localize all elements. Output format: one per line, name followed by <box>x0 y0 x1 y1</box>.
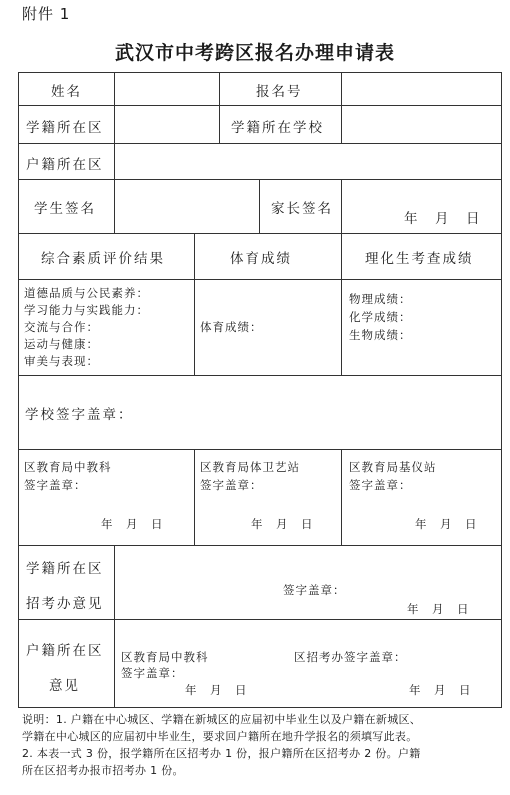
registration-number-label: 报名号 <box>256 84 303 100</box>
quality-evaluation-header: 综合素质评价结果 <box>41 251 165 267</box>
opinion-date: 年 月 日 <box>185 683 248 697</box>
col-divider <box>219 73 220 143</box>
hukou-district-opinion-label: 意见 <box>49 678 80 694</box>
col-divider <box>114 179 115 233</box>
notes <box>22 711 506 779</box>
col-divider <box>114 73 115 179</box>
row-divider <box>19 105 501 106</box>
hukou-district-opinion-label: 户籍所在区 <box>26 643 104 659</box>
seal-label: 签字盖章： <box>24 478 87 492</box>
science-item: 化学成绩： <box>349 310 412 324</box>
equipment-office-label: 区教育局基仪站 <box>349 460 437 474</box>
admissions-office-seal-label: 区招考办签字盖章： <box>294 650 407 664</box>
note-line: 所在区招考办报市招考办 1 份。 <box>22 764 184 777</box>
school-district-opinion-label: 学籍所在区 <box>26 561 104 577</box>
col-divider <box>194 449 195 545</box>
form-title: 武汉市中考跨区报名办理申请表 <box>114 42 395 64</box>
col-divider <box>114 545 115 707</box>
seal-label: 签字盖章： <box>349 478 412 492</box>
science-item: 物理成绩： <box>349 292 412 306</box>
middle-school-office-label: 区教育局中教科 <box>121 650 209 664</box>
quality-item: 学习能力与实践能力： <box>24 303 149 317</box>
seal-label: 签字盖章： <box>283 583 346 597</box>
school-district-opinion-label: 招考办意见 <box>26 596 104 612</box>
quality-item: 审美与表现： <box>24 354 99 368</box>
parent-signature-label: 家长签名 <box>271 201 333 217</box>
row-divider <box>19 619 501 620</box>
col-divider <box>259 179 260 233</box>
quality-item: 道德品质与公民素养： <box>24 286 149 300</box>
office-date: 年 月 日 <box>101 517 164 531</box>
col-divider <box>341 179 342 233</box>
quality-item: 交流与合作： <box>24 320 99 334</box>
opinion-date: 年 月 日 <box>409 683 472 697</box>
middle-school-office-label: 区教育局中教科 <box>24 460 112 474</box>
col-divider <box>341 449 342 545</box>
row-divider <box>19 233 501 234</box>
note-line: 学籍在中心城区的应届初中毕业生，要求回户籍所在地升学报名的须填写此表。 <box>22 730 418 743</box>
col-divider <box>194 233 195 375</box>
seal-label: 签字盖章： <box>200 478 263 492</box>
seal-label: 签字盖章： <box>121 666 184 680</box>
science-item: 生物成绩： <box>349 328 412 342</box>
attachment-label: 附件 1 <box>22 5 71 23</box>
school-district-label: 学籍所在区 <box>26 120 104 136</box>
name-label: 姓名 <box>51 84 82 100</box>
row-divider <box>19 449 501 450</box>
opinion-date: 年 月 日 <box>407 602 470 616</box>
office-date: 年 月 日 <box>415 517 478 531</box>
note-line: 说明：1. 户籍在中心城区、学籍在新城区的应届初中毕业生以及户籍在新城区、 <box>22 713 422 726</box>
hukou-district-label: 户籍所在区 <box>26 157 104 173</box>
col-divider <box>341 73 342 143</box>
pe-score-header: 体育成绩 <box>230 251 292 267</box>
pe-score-field-label: 体育成绩： <box>200 320 263 334</box>
col-divider <box>341 233 342 375</box>
science-score-header: 理化生考查成绩 <box>365 251 474 267</box>
row-divider <box>19 375 501 376</box>
note-line: 2. 本表一式 3 份，报学籍所在区招考办 1 份，报户籍所在区招考办 2 份。户籍 <box>22 747 421 760</box>
school-name-label: 学籍所在学校 <box>231 120 324 136</box>
application-form-table <box>18 72 502 708</box>
row-divider <box>19 179 501 180</box>
row-divider <box>19 143 501 144</box>
student-signature-label: 学生签名 <box>34 201 96 217</box>
pe-arts-office-label: 区教育局体卫艺站 <box>200 460 300 474</box>
school-seal-label: 学校签字盖章： <box>25 407 134 423</box>
row-divider <box>19 279 501 280</box>
office-date: 年 月 日 <box>251 517 314 531</box>
quality-item: 运动与健康： <box>24 337 99 351</box>
signature-date: 年 月 日 <box>404 211 482 227</box>
row-divider <box>19 545 501 546</box>
